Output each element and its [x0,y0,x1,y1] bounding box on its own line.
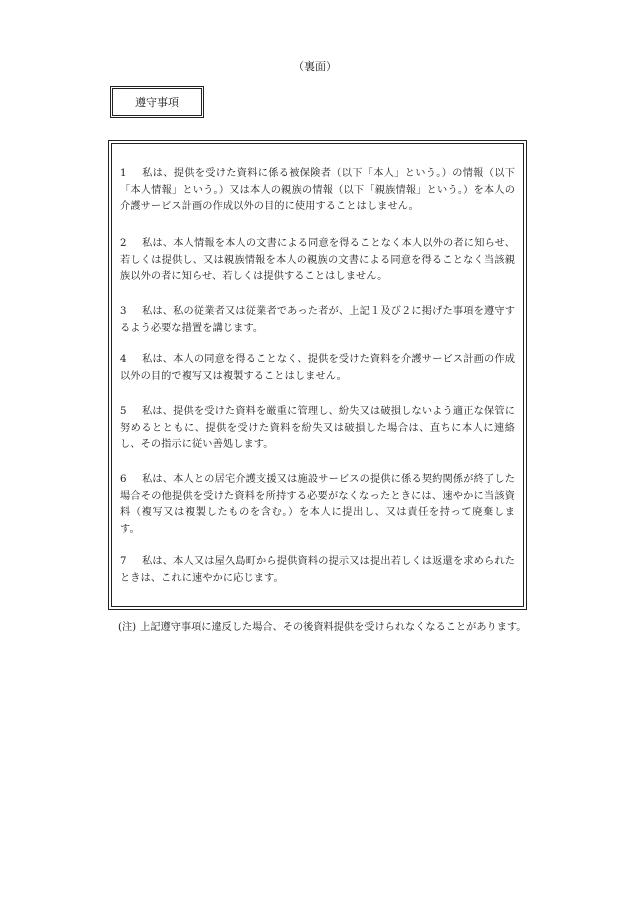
item-text: 私は、本人の同意を得ることなく、提供を受けた資料を介護サービス計画の作成以外の目的で複写又は複製することはしません。 [120,354,515,382]
item-text: 私は、本人情報を本人の文書による同意を得ることなく本人以外の者に知らせ、若しくは提供し、又は親族情報を本人の親族の文書による同意を得ることなく当該親族以外の者に知らせ、若しくは提供することはしません。 [120,238,515,282]
item-number: 1 [120,168,127,179]
item-text: 私は、提供を受けた資料を厳重に管理し、紛失又は破損しないよう適正な保管に努めるとともに、提供を受けた資料を紛失又は破損した場合は、直ちに本人に連絡し、その指示に従い善処します。 [120,406,515,450]
compliance-item-4 [120,352,515,385]
section-label: 遵守事項 [135,96,179,109]
item-number: 4 [120,354,127,365]
compliance-item-1 [120,166,515,216]
item-number: 7 [120,556,127,567]
item-text: 私は、私の従業者又は従業者であった者が、上記１及び２に掲げた事項を遵守するよう必要な措置を講じます。 [120,306,515,334]
footnote-prefix: (注) [118,622,137,633]
item-number: 5 [120,406,127,417]
compliance-item-5 [120,404,515,454]
item-number: 6 [120,474,127,485]
item-number: 2 [120,238,127,249]
item-text: 私は、本人又は屋久島町から提供資料の提示又は提出若しくは返還を求められたときは、これに速やかに応じます。 [120,556,515,584]
compliance-items-frame [108,140,527,610]
item-text: 私は、提供を受けた資料に係る被保険者（以下「本人」という。）の情報（以下「本人情報」という。）又は本人の親族の情報（以下「親族情報」という。）を本人の介護サービス計画の作成以外の目的に使用することはしません。 [120,168,515,212]
compliance-item-3 [120,304,515,337]
compliance-item-6 [120,472,515,538]
footnote [118,620,534,637]
section-label-box [110,86,204,118]
item-text: 私は、本人との居宅介護支援又は施設サービスの提供に係る契約関係が終了した場合その他提供を受けた資料を所持する必要がなくなったときには、速やかに当該資料（複写又は複製したものを含む。）を本人に提出し、又は責任を持って廃棄します。 [120,474,515,535]
compliance-item-7 [120,554,515,587]
footnote-text: 上記遵守事項に違反した場合、その後資料提供を受けられなくなることがあります。 [140,622,527,633]
compliance-item-2 [120,236,515,286]
page-title: （裏面） [293,60,337,73]
item-number: 3 [120,306,127,317]
